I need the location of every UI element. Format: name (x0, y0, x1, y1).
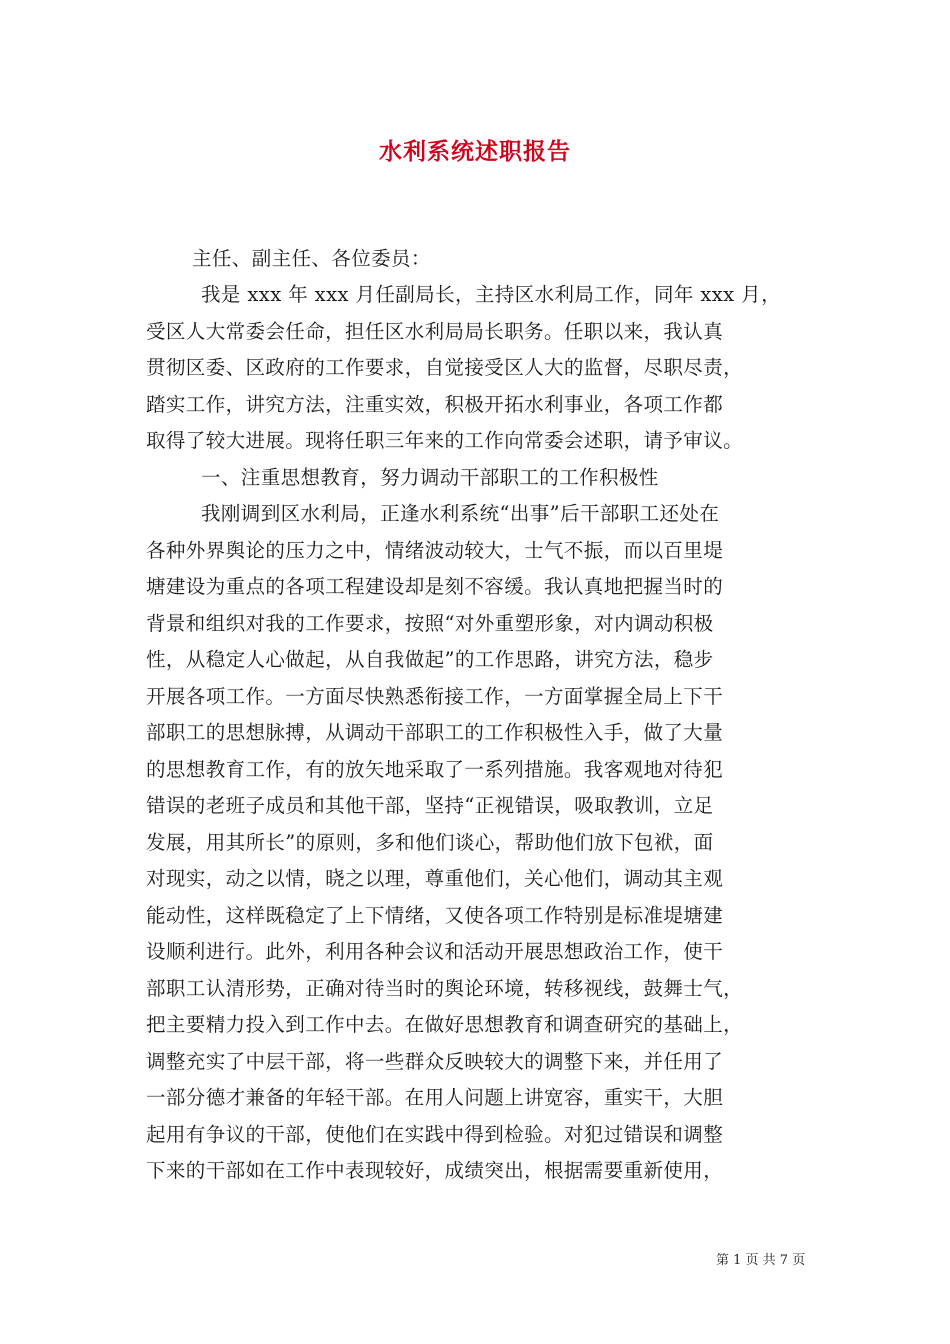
body-line: 的思想教育工作，有的放矢地采取了一系列措施。我客观地对待犯 (146, 758, 724, 781)
body-line: 性，从稳定人心做起，从自我做起”的工作思路，讲究方法，稳步 (146, 648, 714, 671)
body-line: 我是 xxx 年 xxx 月任副局长，主持区水利局工作，同年 xxx 月， (201, 283, 781, 306)
body-line: 下来的干部如在工作中表现较好，成绩突出，根据需要重新使用， (146, 1159, 724, 1182)
body-line: 塘建设为重点的各项工程建设却是刻不容缓。我认真地把握当时的 (146, 575, 724, 598)
body-line: 能动性，这样既稳定了上下情绪，又使各项工作特别是标准堤塘建 (146, 904, 724, 927)
page-number: 第 1 页 共 7 页 (716, 1253, 806, 1268)
document-title: 水利系统述职报告 (379, 138, 571, 165)
body-line: 错误的老班子成员和其他干部，坚持“正视错误，吸取教训，立足 (146, 794, 714, 817)
body-line: 取得了较大进展。现将任职三年来的工作向常委会述职，请予审议。 (146, 429, 744, 452)
body-line: 起用有争议的干部，使他们在实践中得到检验。对犯过错误和调整 (146, 1123, 724, 1146)
body-line: 调整充实了中层干部，将一些群众反映较大的调整下来，并任用了 (146, 1050, 724, 1073)
body-line: 开展各项工作。一方面尽快熟悉衔接工作，一方面掌握全局上下干 (146, 685, 724, 708)
salutation: 主任、副主任、各位委员： (192, 247, 431, 270)
body-line: 贯彻区委、区政府的工作要求，自觉接受区人大的监督，尽职尽责， (146, 356, 744, 379)
body-line: 踏实工作，讲究方法，注重实效，积极开拓水利事业，各项工作都 (146, 393, 724, 416)
section-heading: 一、注重思想教育，努力调动干部职工的工作积极性 (201, 466, 659, 489)
body-line: 把主要精力投入到工作中去。在做好思想教育和调查研究的基础上， (146, 1013, 744, 1036)
body-line: 对现实，动之以情，晓之以理，尊重他们，关心他们，调动其主观 (146, 867, 724, 890)
body-line: 部职工认清形势，正确对待当时的舆论环境，转移视线，鼓舞士气， (146, 977, 744, 1000)
body-line: 背景和组织对我的工作要求，按照“对外重塑形象，对内调动积极 (146, 612, 714, 635)
body-line: 受区人大常委会任命，担任区水利局局长职务。任职以来，我认真 (146, 320, 724, 343)
body-line: 一部分德才兼备的年轻干部。在用人问题上讲宽容，重实干，大胆 (146, 1086, 724, 1109)
body-line: 设顺利进行。此外，利用各种会议和活动开展思想政治工作，使干 (146, 940, 724, 963)
body-line: 部职工的思想脉搏，从调动干部职工的工作积极性入手，做了大量 (146, 721, 724, 744)
body-line: 我刚调到区水利局，正逢水利系统“出事”后干部职工还处在 (201, 502, 720, 525)
body-line: 各种外界舆论的压力之中，情绪波动较大，士气不振，而以百里堤 (146, 539, 724, 562)
body-line: 发展，用其所长”的原则，多和他们谈心，帮助他们放下包袱，面 (146, 831, 714, 854)
